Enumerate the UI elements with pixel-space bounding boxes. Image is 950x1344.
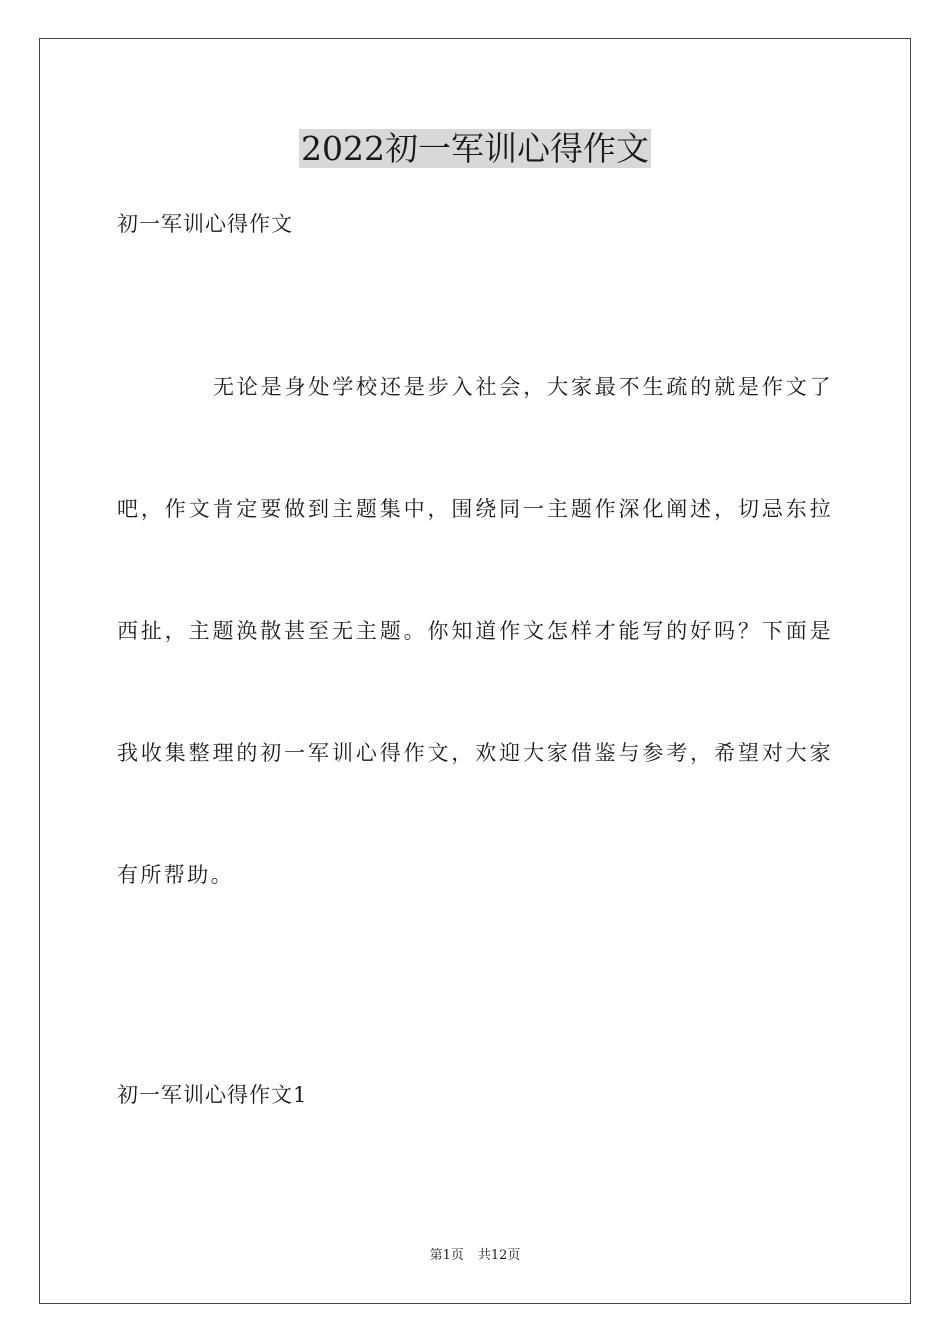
page-footer (0, 1247, 950, 1265)
page-number-current: 第1页 (429, 1248, 464, 1263)
section-heading: 初一军训心得作文1 (117, 1083, 308, 1107)
document-title (0, 128, 950, 170)
intro-paragraph: 无论是身处学校还是步入社会，大家最不生疏的就是作文了吧，作文肯定要做到主题集中，围绕同一主题作深化阐述，切忌东拉西扯，主题涣散甚至无主题。你知道作文怎样才能写的好吗？下面是我收集整理的初一军训心得作文，欢迎大家借鉴与参考，希望对大家有所帮助。 (117, 375, 833, 887)
document-subtitle: 初一军训心得作文 (117, 212, 293, 236)
document-title-text: 2022初一军训心得作文 (301, 129, 649, 168)
page-number-total: 共12页 (477, 1248, 521, 1263)
